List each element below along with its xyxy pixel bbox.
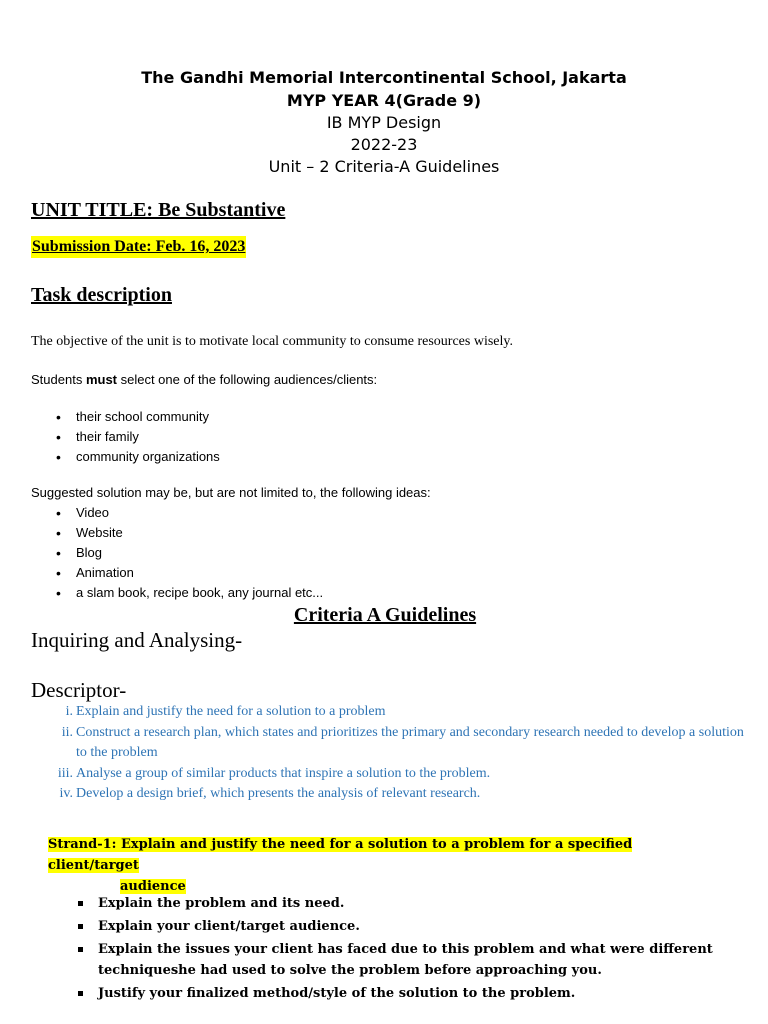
list-number: ii. (61, 724, 73, 740)
objective-text: The objective of the unit is to motivate local community to consume resources wisely. (31, 334, 513, 349)
unit-title: UNIT TITLE: Be Substantive (31, 199, 286, 221)
list-text: Analyse a group of similar products that inspire a solution to the problem. (76, 765, 491, 781)
list-item: • community organizations (56, 447, 220, 467)
students-prefix: Students (31, 372, 86, 387)
descriptor-heading: Descriptor- (31, 678, 127, 702)
list-item: • their school community (56, 407, 220, 427)
list-number: i. (65, 704, 73, 719)
students-instruction (31, 372, 377, 387)
list-item: Explain the problem and its need. (78, 893, 718, 914)
list-item: Explain the issues your client has faced due to this problem and what were different techniqueshe had used to solve the problem before approaching you. (78, 939, 718, 981)
audience-list (56, 407, 220, 467)
criteria-heading: Criteria A Guidelines (293, 604, 477, 626)
list-item (40, 723, 750, 764)
list-item: • their family (56, 427, 220, 447)
list-text: Develop a design brief, which presents the analysis of relevant research. (76, 786, 481, 801)
list-item: Justify your finalized method/style of the solution to the problem. (78, 983, 718, 1004)
descriptor-list (40, 702, 750, 805)
list-number: iii. (57, 765, 73, 781)
list-text: Construct a research plan, which states and prioritizes the primary and secondary research needed to develop a solution to the problem (76, 724, 744, 760)
task-description-heading: Task description (31, 284, 172, 306)
list-item: Explain your client/target audience. (78, 916, 718, 937)
list-item: • a slam book, recipe book, any journal etc... (56, 583, 323, 603)
strand-points-list (78, 893, 718, 1006)
list-item (40, 702, 750, 723)
submission-date: Submission Date: Feb. 16, 2023 (31, 236, 246, 258)
session: 2022-23 (350, 135, 418, 154)
list-item: • Video (56, 503, 323, 523)
unit-heading: Unit – 2 Criteria-A Guidelines (268, 157, 500, 176)
ideas-list (56, 503, 323, 603)
suggested-intro: Suggested solution may be, but are not limited to, the following ideas: (31, 485, 431, 500)
students-must: must (85, 372, 117, 387)
subject: IB MYP Design (326, 113, 442, 132)
list-number: iv. (59, 786, 73, 801)
inquiring-heading: Inquiring and Analysing- (31, 628, 243, 652)
school-name: The Gandhi Memorial Intercontinental School, Jakarta (141, 68, 627, 87)
list-item: • Website (56, 523, 323, 543)
list-item: • Animation (56, 563, 323, 583)
students-suffix: select one of the following audiences/clients: (117, 372, 378, 387)
list-item (40, 784, 750, 805)
strand-line-1: Strand-1: Explain and justify the need for a solution to a problem for a specified client/target (48, 837, 633, 873)
list-text: Explain and justify the need for a solution to a problem (76, 704, 386, 719)
list-item: • Blog (56, 543, 323, 563)
strand-1-heading (48, 834, 708, 897)
list-item (40, 764, 750, 785)
strand-line-2: audience (120, 879, 186, 894)
year-grade: MYP YEAR 4(Grade 9) (286, 91, 482, 110)
